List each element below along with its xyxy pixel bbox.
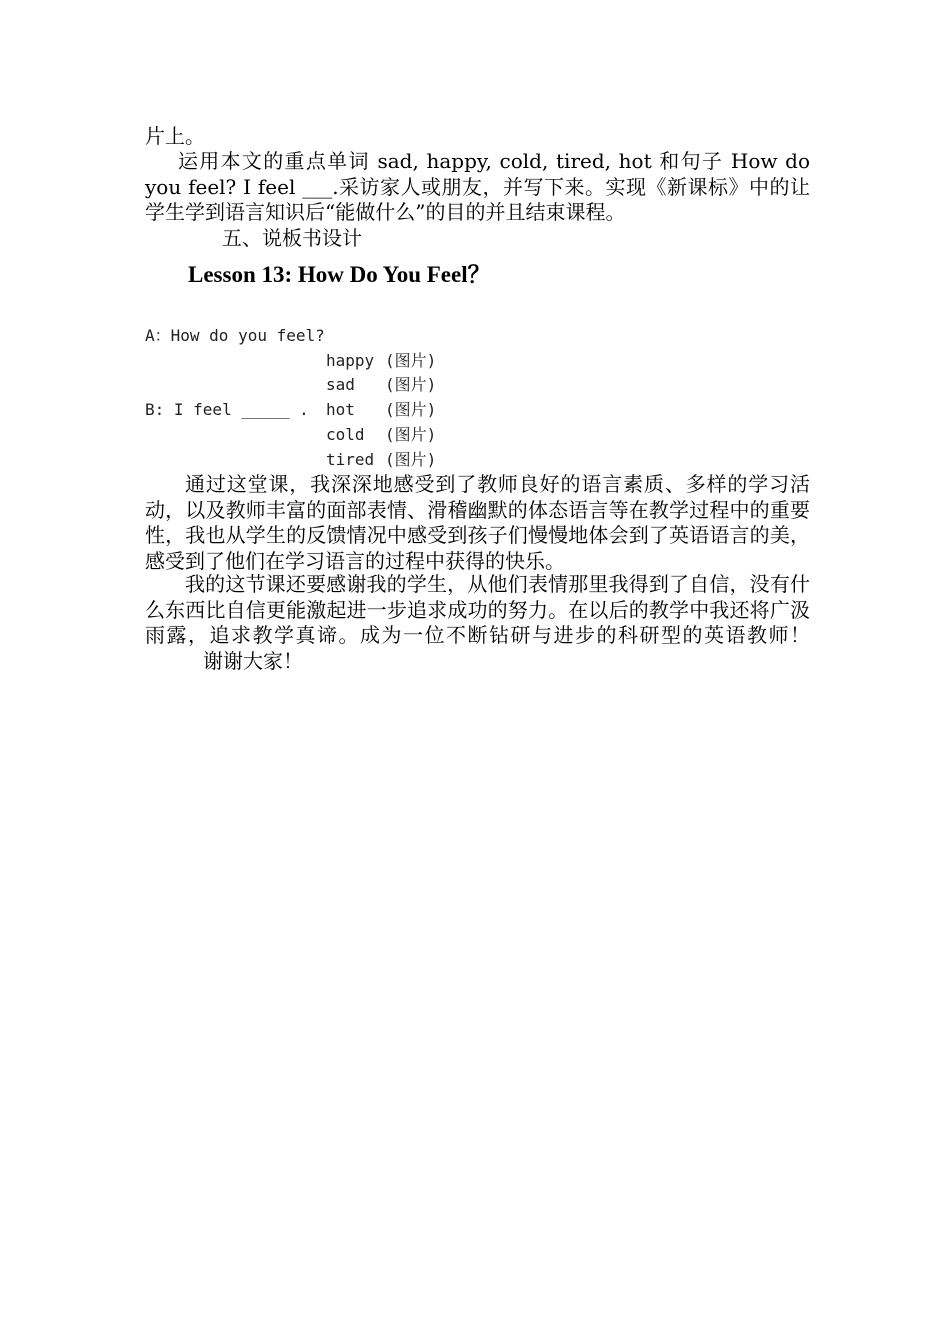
board-title: Lesson 13: How Do You Feel？	[188, 262, 491, 287]
board-item-word: sad	[326, 375, 355, 394]
closing-text: 谢谢大家！	[203, 648, 303, 673]
board-item-note: (图片)	[385, 375, 437, 394]
board-item-word: happy	[326, 351, 375, 370]
board-question: A：How do you feel?	[145, 326, 325, 345]
board-item-word: cold	[326, 425, 365, 444]
thanks-text: 我的这节课还要感谢我的学生，从他们表情那里我得到了自信，没有什么东西比自信更能激起进一步追求成功的努力。在以后的教学中我还将广汲雨露，追求教学真谛。成为一位不断钻研与进步的科研型的英语教师！	[145, 572, 810, 647]
board-answer: B: I feel _____ .	[145, 400, 309, 419]
board-item-note: (图片)	[385, 450, 437, 469]
paragraph-reflection: 通过这堂课，我深深地感受到了教师良好的语言素质、多样的学习活动，以及教师丰富的面部表情、滑稽幽默的体态语言等在教学过程中的重要性，我也从学生的反馈情况中感受到孩子们慢慢地体会到了英语语言的美，感受到了他们在学习语言的过程中获得的快乐。	[145, 472, 810, 573]
board-item-note: (图片)	[385, 400, 437, 419]
paragraph-interview-task: 运用本文的重点单词 sad, happy, cold, tired, hot 和句子 How do you feel? I feel ___.采访家人或朋友，并写下来。实现《新课标》中的让学生学到语言知识后“能做什么”的目的并且结束课程。	[145, 149, 810, 224]
paragraph-continuation: 片上。	[145, 124, 205, 148]
paragraph-thanks	[145, 572, 810, 674]
board-item-note: (图片)	[385, 425, 437, 444]
board-item-note: (图片)	[385, 351, 437, 370]
section-heading: 五、说板书设计	[222, 226, 362, 250]
board-item-word: hot	[326, 400, 355, 419]
board-item-word: tired	[326, 450, 375, 469]
